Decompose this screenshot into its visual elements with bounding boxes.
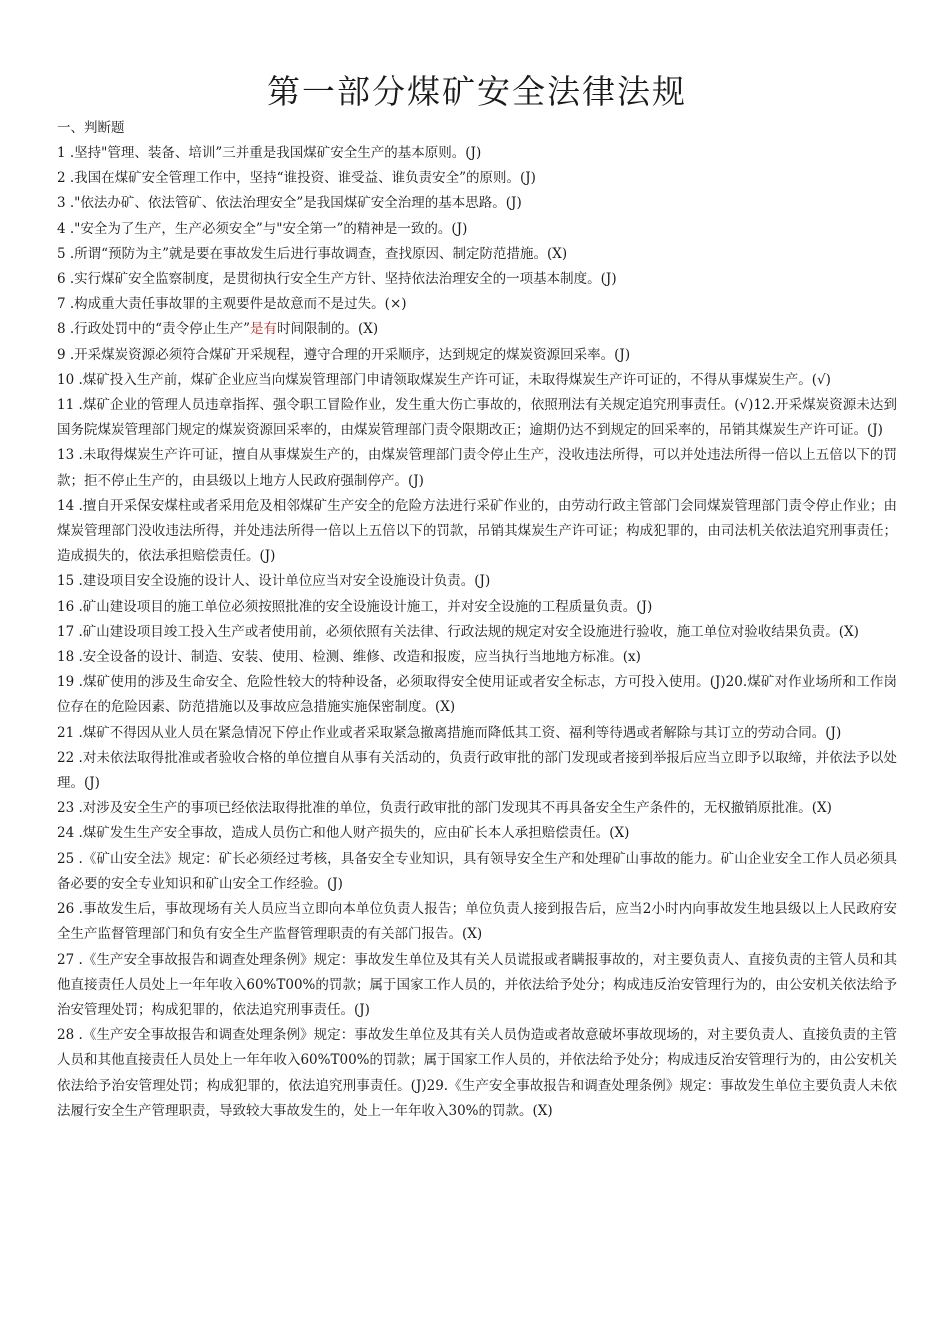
question-item: 4 ."安全为了生产，生产必须安全”与"安全第一”的精神是一致的。(J) [57, 220, 468, 237]
question-item: 5 .所谓“预防为主”就是要在事故发生后进行事故调查，查找原因、制定防范措施。(X) [57, 245, 568, 262]
question-text: 8 .行政处罚中的“责令停止生产” [57, 321, 250, 338]
question-item: 19 .煤矿使用的涉及生命安全、危险性较大的特种设备，必须取得安全使用证或者安全标志，方可投入使用。(J)20.煤矿对作业场所和工作岗位存在的危险因素、防范措施以及事故应急措施实施保密制度。(X) [57, 674, 897, 716]
question-item: 24 .煤矿发生生产安全事故，造成人员伤亡和他人财产损失的，应由矿长本人承担赔偿责任。(X) [57, 825, 630, 842]
question-item [57, 317, 897, 342]
question-item: 26 .事故发生后，事故现场有关人员应当立即向本单位负责人报告；单位负责人接到报告后，应当2小时内向事故发生地县级以上人民政府安全生产监督管理部门和负有安全生产监督管理职责的有关部门报告。(X) [57, 901, 897, 943]
question-item: 6 .实行煤矿安全监察制度，是贯彻执行安全生产方针、坚持依法治理安全的一项基本制度。(J) [57, 271, 617, 288]
document-page [57, 70, 897, 1124]
question-item: 28 .《生产安全事故报告和调查处理条例》规定：事故发生单位及其有关人员伪造或者故意破坏事故现场的，对主要负责人、直接负责的主管人员和其他直接责任人员处上一年年收入60%T00%的罚款；属于国家工作人员的，并依法给予处分；构成违反治安管理行为的，由公安机关依法给予治安管理处罚；构成犯罪的，依法追究刑事责任。(J)29.《生产安全事故报告和调查处理条例》规定：事故发生单位主要负责人未依法履行安全生产管理职责，导致较大事故发生的，处上一年年收入30%的罚款。(X) [57, 1027, 897, 1119]
question-item: 17 .矿山建设项目竣工投入生产或者使用前，必须依照有关法律、行政法规的规定对安全设施进行验收，施工单位对验收结果负责。(X) [57, 623, 859, 640]
question-item: 3 ."依法办矿、依法管矿、依法治理安全”是我国煤矿安全治理的基本思路。(J) [57, 195, 522, 212]
question-item: 2 .我国在煤矿安全管理工作中，坚持“谁投资、谁受益、谁负责安全”的原则。(J) [57, 170, 536, 187]
question-item: 11 .煤矿企业的管理人员违章指挥、强令职工冒险作业，发生重大伤亡事故的，依照刑法有关规定追究刑事责任。(√)12.开采煤炭资源未达到国务院煤炭管理部门规定的煤炭资源回采率的，由煤炭管理部门责令限期改正；逾期仍达不到规定的回采率的，吊销其煤炭生产许可证。(J) [57, 397, 897, 439]
question-item: 9 .开采煤炭资源必须符合煤矿开采规程，遵守合理的开采顺序，达到规定的煤炭资源回采率。(J) [57, 346, 631, 363]
question-item: 14 .擅自开采保安煤柱或者采用危及相邻煤矿生产安全的危险方法进行采矿作业的，由劳动行政主管部门会同煤炭管理部门责令停止作业；由煤炭管理部门没收违法所得，并处违法所得一倍以上五倍以下的罚款，吊销其煤炭生产许可证；构成犯罪的，由司法机关依法追究刑事责任；造成损失的，依法承担赔偿责任。(J) [57, 497, 897, 565]
question-item: 22 .对未依法取得批准或者验收合格的单位擅自从事有关活动的，负责行政审批的部门发现或者接到举报后应当立即予以取缔，并依法予以处理。(J) [57, 749, 897, 792]
question-item: 25 .《矿山安全法》规定：矿长必须经过考核，具备安全专业知识，具有领导安全生产和处理矿山事故的能力。矿山企业安全工作人员必须具备必要的安全专业知识和矿山安全工作经验。(J) [57, 850, 897, 892]
question-item: 21 .煤矿不得因从业人员在紧急情况下停止作业或者采取紧急撤离措施而降低其工资、福利等待遇或者解除与其订立的劳动合同。(J) [57, 724, 842, 741]
question-item: 1 .坚持"管理、装备、培训”三并重是我国煤矿安全生产的基本原则。(J) [57, 145, 482, 161]
page-title: 第一部分煤矿安全法律法规 [267, 72, 687, 111]
question-text: 时间限制的。(X) [276, 321, 379, 338]
highlighted-text: 是有 [249, 321, 277, 338]
question-item: 13 .未取得煤炭生产许可证，擅自从事煤炭生产的，由煤炭管理部门责令停止生产，没收违法所得，可以并处违法所得一倍以上五倍以下的罚款；拒不停止生产的，由县级以上地方人民政府强制停产。(J) [57, 447, 897, 489]
question-item: 7 .构成重大责任事故罪的主观要件是故意而不是过失。(×) [57, 296, 407, 313]
question-item: 10 .煤矿投入生产前，煤矿企业应当向煤炭管理部门申请领取煤炭生产许可证，未取得煤炭生产许可证的，不得从事煤炭生产。(√) [57, 371, 831, 388]
question-item: 16 .矿山建设项目的施工单位必须按照批准的安全设施设计施工，并对安全设施的工程质量负责。(J) [57, 598, 653, 615]
question-list [57, 141, 897, 1124]
question-item: 15 .建设项目安全设施的设计人、设计单位应当对安全设施设计负责。(J) [57, 573, 491, 590]
question-item: 27 .《生产安全事故报告和调查处理条例》规定：事故发生单位及其有关人员谎报或者瞒报事故的，对主要负责人、直接负责的主管人员和其他直接责任人员处上一年年收入60%T00%的罚款；属于国家工作人员的，并依法给予处分；构成违反治安管理行为的，由公安机关依法给予治安管理处罚；构成犯罪的，依法追究刑事责任。(J) [57, 951, 897, 1018]
question-item: 23 .对涉及安全生产的事项已经依法取得批准的单位，负责行政审批的部门发现其不再具备安全生产条件的，无权撤销原批准。(X) [57, 800, 832, 817]
section-heading: 一、判断题 [57, 120, 125, 136]
question-item: 18 .安全设备的设计、制造、安装、使用、检测、维修、改造和报废，应当执行当地地方标准。(x) [57, 649, 641, 666]
